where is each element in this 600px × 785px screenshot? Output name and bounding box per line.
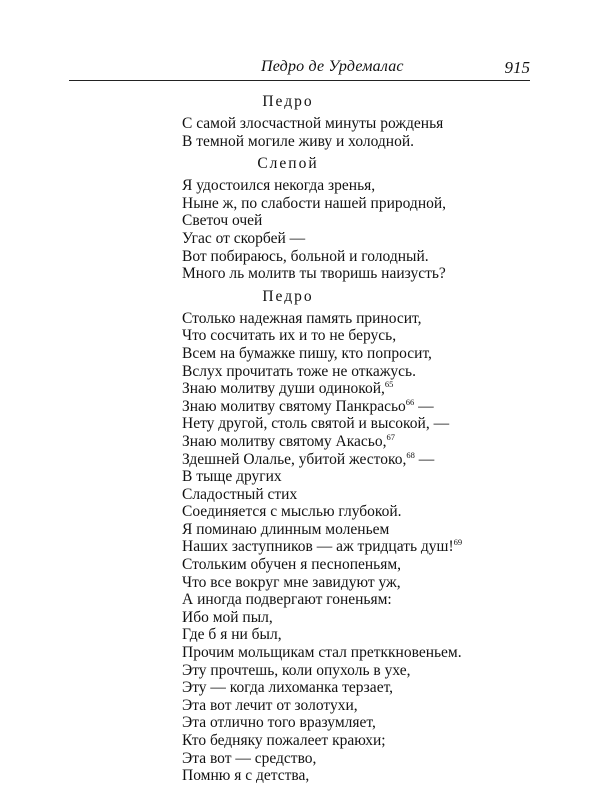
verse-line xyxy=(182,662,482,680)
running-title: Педро де Урдемалас xyxy=(261,58,404,75)
verse-text: Ибо мой пыл, xyxy=(182,608,273,626)
verse-line xyxy=(182,177,482,195)
verse-line xyxy=(182,115,482,133)
verse-text: В тыще других xyxy=(182,468,282,486)
verse-line xyxy=(182,538,482,556)
verse-line xyxy=(182,230,482,248)
verse-line xyxy=(182,212,482,230)
verse-line xyxy=(182,626,482,644)
verse-line xyxy=(182,265,482,283)
speaker-name: Педро xyxy=(262,93,314,110)
verse-line xyxy=(182,714,482,732)
verse-line xyxy=(182,380,482,398)
verse-text: Где б я ни был, xyxy=(182,626,282,644)
verse-text: Светоч очей xyxy=(182,212,263,230)
verse-line xyxy=(182,310,482,328)
verse-line xyxy=(182,451,482,469)
verse-text: Сладостный стих xyxy=(182,485,298,503)
verse-text: Что все вокруг мне завидуют уж, xyxy=(182,573,401,591)
verse-line xyxy=(182,248,482,266)
verse-text: С самой злосчастной минуты рожденья xyxy=(182,115,444,132)
speech-block xyxy=(182,92,482,150)
verse-text: А иногда подвергают гоненьям: xyxy=(182,591,392,609)
verse-text-tail: — xyxy=(414,397,434,415)
verse-line xyxy=(182,521,482,539)
verse-line xyxy=(182,644,482,662)
verse-text: Нету другой, столь святой и высокой, — xyxy=(182,415,450,433)
running-head xyxy=(69,58,530,81)
verse-text: Знаю молитву святому Акасьо, xyxy=(182,432,387,450)
verse-line xyxy=(182,398,482,416)
verse-line xyxy=(182,133,482,151)
verse-text: Стольким обучен я песнопеньям, xyxy=(182,556,402,574)
verse-line xyxy=(182,345,482,363)
verse-text: Эту — когда лихоманка терзает, xyxy=(182,679,394,697)
verse-line xyxy=(182,609,482,627)
verse-text: Наших заступников — аж тридцать душ! xyxy=(182,538,454,556)
verse-text: Столько надежная память приносит, xyxy=(182,309,422,327)
footnote-marker[interactable]: 65 xyxy=(384,378,394,389)
verse-line xyxy=(182,433,482,451)
verse-text: Эту прочтешь, коли опухоль в ухе, xyxy=(182,661,411,679)
speaker-name: Слепой xyxy=(257,155,319,173)
footnote-marker[interactable]: 66 xyxy=(405,396,415,407)
verse-text: Прочим мольщикам стал претккновеньем. xyxy=(182,644,462,662)
verse-line xyxy=(182,468,482,486)
verse-text: Эта отлично того вразумляет, xyxy=(182,714,376,732)
verse-text: Знаю молитву святому Панкрасьо xyxy=(182,397,406,415)
verse-text: В темной могиле живу и холодной. xyxy=(182,132,415,150)
page-number: 915 xyxy=(504,58,530,77)
verse-text: Эта вот — средство, xyxy=(182,749,317,767)
verse-line xyxy=(182,574,482,592)
verse-line xyxy=(182,697,482,715)
verse-line xyxy=(182,732,482,750)
verse-text-tail: — xyxy=(414,450,435,468)
verse-text: Помню я с детства, xyxy=(182,767,310,785)
verse-text: Всем на бумажке пишу, кто попросит, xyxy=(182,344,432,362)
verse-line xyxy=(182,363,482,381)
footnote-marker[interactable]: 67 xyxy=(386,431,395,442)
verse-text: Эта вот лечит от золотухи, xyxy=(182,696,358,714)
verse-line xyxy=(182,767,482,785)
verse-line xyxy=(182,415,482,433)
verse-line xyxy=(182,591,482,609)
verse-text: Вслух прочитать тоже не откажусь. xyxy=(182,362,416,380)
speech-block xyxy=(182,154,482,283)
verse-text: Знаю молитву души одинокой, xyxy=(182,380,385,398)
verse-line xyxy=(182,556,482,574)
footnote-marker[interactable]: 69 xyxy=(453,537,463,548)
verse-text: Угас от скорбей — xyxy=(182,229,306,247)
verse-line xyxy=(182,679,482,697)
footnote-marker[interactable]: 68 xyxy=(406,449,415,460)
verse-text: Здешней Олалье, убитой жестоко, xyxy=(182,450,407,468)
speaker-name: Педро xyxy=(262,287,314,305)
verse-line xyxy=(182,195,482,213)
verse-text: Я удостоился некогда зренья, xyxy=(182,177,376,195)
body-text xyxy=(182,88,482,785)
verse-text: Я поминаю длинным моленьем xyxy=(182,520,390,538)
verse-line xyxy=(182,486,482,504)
verse-text: Ныне ж, по слабости нашей природной, xyxy=(182,194,447,212)
verse-text: Вот побираюсь, больной и голодный. xyxy=(182,247,429,265)
verse-line xyxy=(182,327,482,345)
verse-text: Соединяется с мыслью глубокой. xyxy=(182,503,402,521)
speech-block xyxy=(182,287,482,785)
verse-text: Кто бедняку пожалеет краюхи; xyxy=(182,732,386,749)
verse-line xyxy=(182,503,482,521)
verse-text: Что сосчитать их и то не берусь, xyxy=(182,327,397,345)
verse-text: Много ль молитв ты творишь наизусть? xyxy=(182,265,446,283)
